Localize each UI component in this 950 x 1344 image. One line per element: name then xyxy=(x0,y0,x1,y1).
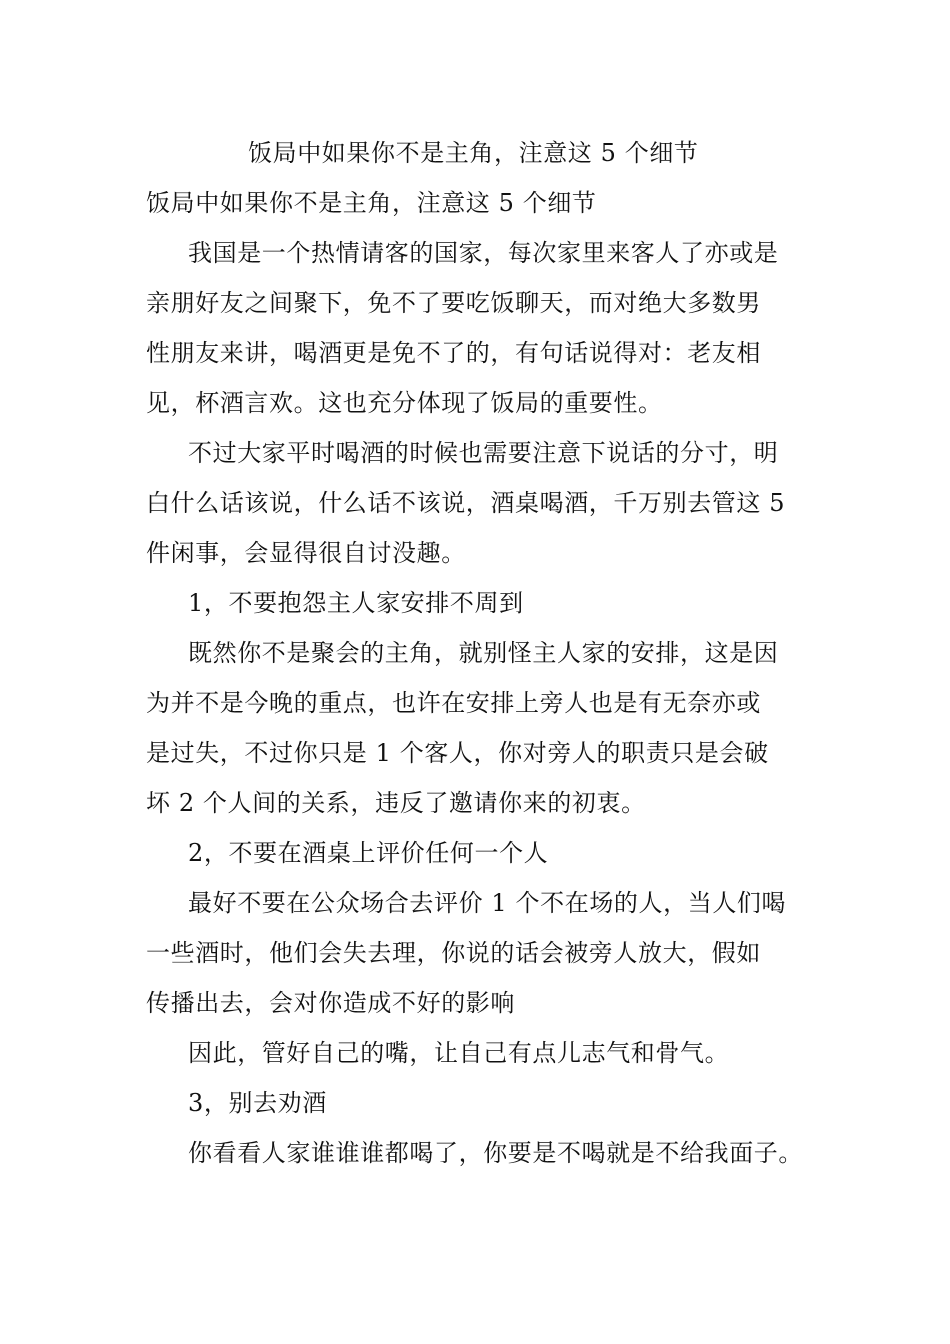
paragraph-line: 你看看人家谁谁谁都喝了，你要是不喝就是不给我面子。 xyxy=(188,1139,803,1167)
paragraph-line: 见，杯酒言欢。这也充分体现了饭局的重要性。 xyxy=(146,389,663,417)
paragraph-line: 为并不是今晚的重点，也许在安排上旁人也是有无奈亦或 xyxy=(146,689,761,717)
paragraph-line: 是过失，不过你只是 1 个客人，你对旁人的职责只是会破 xyxy=(146,739,769,767)
paragraph-line: 亲朋好友之间聚下，免不了要吃饭聊天，而对绝大多数男 xyxy=(146,289,761,317)
document-subtitle: 饭局中如果你不是主角，注意这 5 个细节 xyxy=(146,189,597,217)
paragraph-line: 我国是一个热情请客的国家，每次家里来客人了亦或是 xyxy=(188,239,779,267)
section-heading: 1，不要抱怨主人家安排不周到 xyxy=(188,589,524,617)
document-title: 饭局中如果你不是主角，注意这 5 个细节 xyxy=(248,139,699,167)
paragraph-line: 因此，管好自己的嘴，让自己有点儿志气和骨气。 xyxy=(188,1039,730,1067)
document-content xyxy=(146,128,816,1178)
paragraph-line: 白什么话该说，什么话不该说，酒桌喝酒，千万别去管这 5 xyxy=(146,489,786,517)
paragraph-line: 一些酒时，他们会失去理，你说的话会被旁人放大，假如 xyxy=(146,939,761,967)
section-heading: 3，别去劝酒 xyxy=(188,1089,327,1117)
paragraph-line: 性朋友来讲，喝酒更是免不了的，有句话说得对：老友相 xyxy=(146,339,761,367)
paragraph-line: 坏 2 个人间的关系，违反了邀请你来的初衷。 xyxy=(146,789,646,817)
paragraph-line: 最好不要在公众场合去评价 1 个不在场的人，当人们喝 xyxy=(188,889,787,917)
paragraph-line: 传播出去，会对你造成不好的影响 xyxy=(146,989,515,1017)
paragraph-line: 既然你不是聚会的主角，就别怪主人家的安排，这是因 xyxy=(188,639,779,667)
section-heading: 2，不要在酒桌上评价任何一个人 xyxy=(188,839,549,867)
paragraph-line: 不过大家平时喝酒的时候也需要注意下说话的分寸，明 xyxy=(188,439,779,467)
paragraph-line: 件闲事，会显得很自讨没趣。 xyxy=(146,539,466,567)
